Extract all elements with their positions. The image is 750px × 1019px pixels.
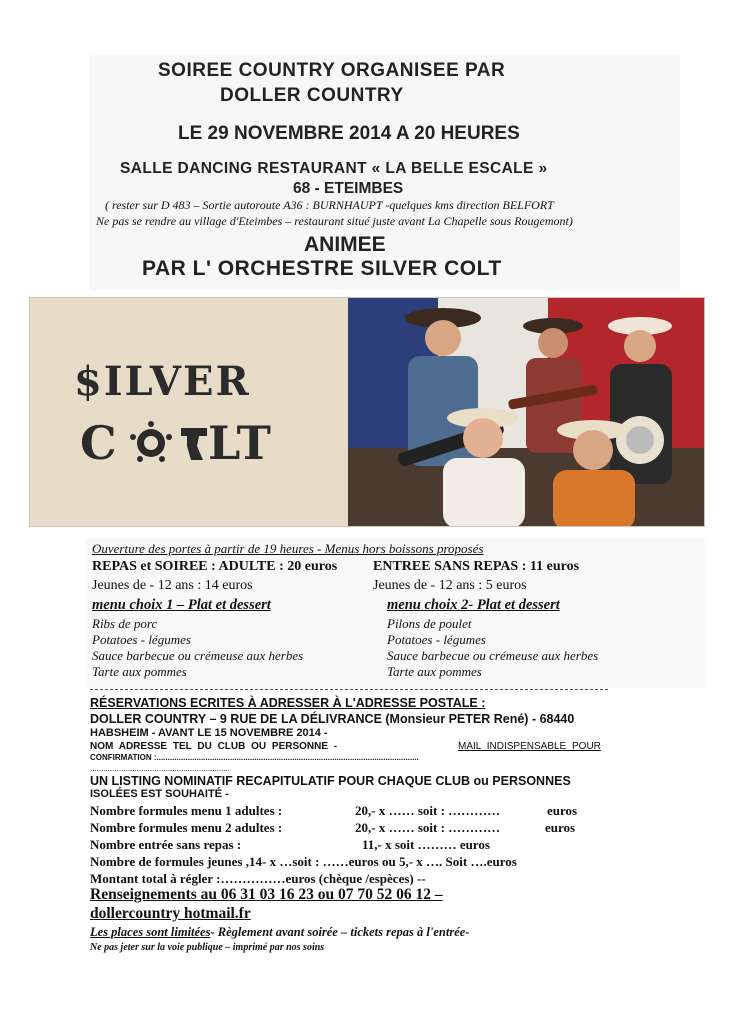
menu1-item: Potatoes - légumes — [92, 632, 191, 647]
sheriff-star-icon — [128, 420, 174, 466]
form-row-calc[interactable]: 20,- x …… soit : ………… — [355, 803, 501, 818]
contact-required: NOM ADRESSE TEL DU CLUB OU PERSONNE - — [90, 741, 338, 752]
menu2-title: menu choix 2- Plat et dessert — [387, 597, 560, 613]
menu1-title: menu choix 1 – Plat et dessert — [92, 597, 271, 613]
form-row-unit: euros — [545, 820, 576, 835]
band-banner — [29, 297, 705, 527]
mail-required: MAIL INDISPENSABLE POUR — [458, 741, 601, 752]
directions-line1: ( rester sur D 483 – Sortie autoroute A36 : BURNHAUPT -quelques kms direction BELFORT — [105, 198, 554, 212]
reglement-text: - Règlement avant soirée – tickets repas à l'entrée- — [210, 925, 470, 939]
listing-line1: UN LISTING NOMINATIF RECAPITULATIF POUR CHAQUE CLUB ou PERSONNES — [90, 774, 571, 788]
reservation-address1: DOLLER COUNTRY – 9 RUE DE LA DÉLIVRANCE (Monsieur PETER René) - 68440 — [90, 712, 575, 726]
logo-c: C — [80, 416, 117, 470]
menu2-item: Pilons de poulet — [387, 616, 472, 631]
renseignements: Renseignements au 06 31 03 16 23 ou 07 70 52 06 12 – — [90, 886, 443, 903]
band-photo — [348, 298, 704, 526]
menu1-item: Tarte aux pommes — [92, 664, 187, 679]
places-limitees-label: Les places sont limitées — [90, 925, 211, 939]
form-row-calc[interactable]: 20,- x …… soit : ………… — [355, 820, 501, 835]
directions-line2: Ne pas se rendre au village d'Eteimbes – restaurant situé juste avant La Chapelle sous Rougemont) — [96, 214, 573, 228]
animee: ANIMEE — [304, 233, 386, 256]
repas-adulte: REPAS et SOIREE : ADULTE : 20 euros — [92, 559, 338, 574]
form-row-label: Nombre formules menu 1 adultes : — [90, 803, 283, 818]
reservation-address2: HABSHEIM - AVANT LE 15 NOVEMBRE 2014 - — [90, 727, 328, 739]
revolver-icon — [177, 424, 211, 464]
listing-line2: ISOLÉES EST SOUHAITÉ - — [90, 788, 229, 800]
separator — [90, 689, 608, 690]
jeunes-entree: Jeunes de - 12 ans : 5 euros — [373, 578, 527, 593]
form-row-unit: euros — [547, 803, 578, 818]
ouverture-line: Ouverture des portes à partir de 19 heures - Menus hors boissons proposés — [92, 541, 484, 556]
confirmation-line: CONFIRMATION :...................................................................................................................... — [90, 753, 419, 762]
dotted-line: ............................................................... — [90, 764, 231, 773]
form-row-calc[interactable]: 11,- x soit ……… euros — [362, 837, 490, 852]
contact-email[interactable]: dollercountry hotmail.fr — [90, 905, 251, 922]
title-line1: SOIREE COUNTRY ORGANISEE PAR — [158, 60, 506, 81]
jeunes-repas: Jeunes de - 12 ans : 14 euros — [92, 578, 253, 593]
event-date: LE 29 NOVEMBRE 2014 A 20 HEURES — [178, 123, 520, 144]
menu1-item: Sauce barbecue ou crémeuse aux herbes — [92, 648, 304, 663]
imprime-notice: Ne pas jeter sur la voie publique – imprimé par nos soins — [90, 942, 325, 953]
form-row-label: Nombre entrée sans repas : — [90, 837, 242, 852]
places-limitees — [90, 925, 469, 940]
reservation-title: RÉSERVATIONS ECRITES À ADRESSER À L'ADRESSE POSTALE : — [90, 696, 486, 710]
orchestra-name: PAR L' ORCHESTRE SILVER COLT — [142, 257, 502, 280]
title-line2: DOLLER COUNTRY — [220, 85, 404, 106]
logo-text-line1: $ILVER — [74, 358, 251, 405]
entree-sans-repas: ENTREE SANS REPAS : 11 euros — [373, 559, 580, 574]
form-row-label: Nombre formules menu 2 adultes : — [90, 820, 283, 835]
form-jeunes[interactable]: Nombre de formules jeunes ,14- x …soit : ……euros ou 5,- x …. Soit ….euros — [90, 854, 517, 869]
form-total[interactable]: Montant total à régler :……………euros (chèque /espèces) -- — [90, 871, 426, 886]
logo-text-lt: LT — [208, 416, 271, 470]
venue-dept: 68 - ETEIMBES — [293, 180, 404, 197]
menu2-item: Potatoes - légumes — [387, 632, 486, 647]
logo-panel — [30, 298, 348, 526]
menu2-item: Sauce barbecue ou crémeuse aux herbes — [387, 648, 599, 663]
menu1-item: Ribs de porc — [92, 616, 158, 631]
menu2-item: Tarte aux pommes — [387, 664, 482, 679]
venue: SALLE DANCING RESTAURANT « LA BELLE ESCALE » — [120, 160, 548, 177]
